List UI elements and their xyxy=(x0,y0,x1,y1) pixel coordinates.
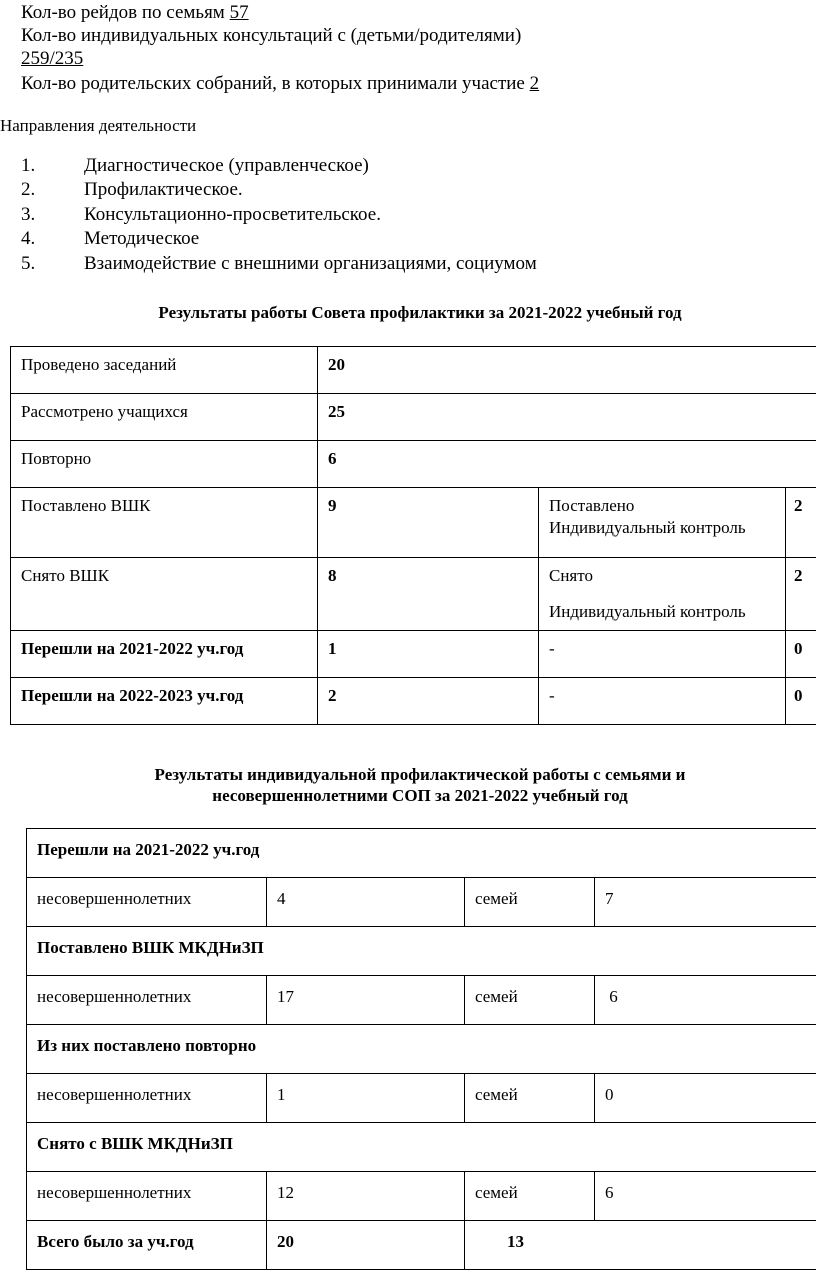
section-title: Перешли на 2021-2022 уч.год xyxy=(27,829,816,878)
table-row xyxy=(27,1221,816,1270)
list-item-number: 4. xyxy=(21,227,35,251)
total-label: Всего было за уч.год xyxy=(27,1221,267,1270)
list-item-text: Консультационно-просветительское. xyxy=(84,203,381,227)
total-minors: 20 xyxy=(267,1221,465,1270)
table-cell: 6 xyxy=(318,441,816,488)
table-cell: 9 xyxy=(318,488,539,558)
table-row xyxy=(11,394,816,441)
table-cell: семей xyxy=(465,878,595,927)
table-cell: несовершеннолетних xyxy=(27,1074,267,1123)
table-row xyxy=(11,631,816,678)
table-cell: Рассмотрено учащихся xyxy=(11,394,318,441)
table-cell: 12 xyxy=(267,1172,465,1221)
table-row xyxy=(11,347,816,394)
table-cell: Повторно xyxy=(11,441,318,488)
cell-line: Снято xyxy=(549,558,775,594)
table-cell: Перешли на 2022-2023 уч.год xyxy=(11,678,318,725)
table-cell: Проведено заседаний xyxy=(11,347,318,394)
cell-line: Поставлено xyxy=(549,495,775,517)
table-cell: 17 xyxy=(267,976,465,1025)
council-heading: Результаты работы Совета профилактики за 2021-2022 учебный год xyxy=(0,302,816,323)
table-row xyxy=(27,976,816,1025)
table-row xyxy=(11,488,816,558)
section-title: Снято с ВШК МКДНиЗП xyxy=(27,1123,816,1172)
list-item-text: Взаимодействие с внешними организациями, социумом xyxy=(84,252,537,276)
table-cell: Снято ВШК xyxy=(11,558,318,631)
table-row xyxy=(27,878,816,927)
council-table xyxy=(10,346,816,725)
meetings-stat xyxy=(21,73,539,95)
table-row xyxy=(27,1025,816,1074)
table-cell: 0 xyxy=(786,631,816,678)
table-cell: 1 xyxy=(267,1074,465,1123)
families-heading-line: несовершеннолетними СОП за 2021-2022 учебный год xyxy=(0,785,816,806)
list-item-number: 3. xyxy=(21,203,35,227)
table-cell: 2 xyxy=(786,488,816,558)
table-cell: 25 xyxy=(318,394,816,441)
cell-line: Индивидуальный контроль xyxy=(549,594,775,630)
table-cell: 4 xyxy=(267,878,465,927)
directions-title: Направления деятельности xyxy=(0,116,196,136)
meetings-value: 2 xyxy=(530,73,540,94)
table-row xyxy=(11,441,816,488)
table-row xyxy=(11,678,816,725)
table-cell: Перешли на 2021-2022 уч.год xyxy=(11,631,318,678)
meetings-label: Кол-во родительских собраний, в которых принимали участие xyxy=(21,73,530,94)
list-item-number: 2. xyxy=(21,178,35,202)
table-cell: 0 xyxy=(786,678,816,725)
table-cell: 2 xyxy=(318,678,539,725)
list-item-text: Профилактическое. xyxy=(84,178,243,202)
raids-label: Кол-во рейдов по семьям xyxy=(21,2,230,23)
table-cell: 8 xyxy=(318,558,539,631)
list-item-number: 1. xyxy=(21,154,35,178)
table-cell: Поставлено ВШК xyxy=(11,488,318,558)
table-cell: 20 xyxy=(318,347,816,394)
families-heading xyxy=(0,764,816,806)
list-item-text: Диагностическое (управленческое) xyxy=(84,154,369,178)
table-row xyxy=(27,1123,816,1172)
total-families: 13 xyxy=(465,1221,816,1270)
table-row xyxy=(27,927,816,976)
consultations-value: 259/235 xyxy=(21,48,83,69)
table-cell: семей xyxy=(465,1172,595,1221)
table-row xyxy=(11,558,816,631)
table-cell: семей xyxy=(465,976,595,1025)
table-cell xyxy=(539,488,786,558)
table-row xyxy=(27,1074,816,1123)
table-cell: 7 xyxy=(595,878,816,927)
table-cell: - xyxy=(539,678,786,725)
table-cell: несовершеннолетних xyxy=(27,976,267,1025)
section-title: Из них поставлено повторно xyxy=(27,1025,816,1074)
table-cell xyxy=(539,558,786,631)
consultations-label: Кол-во индивидуальных консультаций с (детьми/родителями) xyxy=(21,25,521,46)
table-cell: 6 xyxy=(595,976,816,1025)
raids-value: 57 xyxy=(230,2,249,23)
list-item-number: 5. xyxy=(21,252,35,276)
cell-line: Индивидуальный контроль xyxy=(549,517,775,539)
consultations-stat xyxy=(21,25,521,47)
families-heading-line: Результаты индивидуальной профилактической работы с семьями и xyxy=(0,764,816,785)
table-cell: 0 xyxy=(595,1074,816,1123)
table-cell: несовершеннолетних xyxy=(27,878,267,927)
table-row xyxy=(27,1172,816,1221)
families-table xyxy=(26,828,816,1270)
table-cell: - xyxy=(539,631,786,678)
table-cell: 1 xyxy=(318,631,539,678)
table-cell: семей xyxy=(465,1074,595,1123)
table-cell: 6 xyxy=(595,1172,816,1221)
raids-stat xyxy=(21,2,249,24)
section-title: Поставлено ВШК МКДНиЗП xyxy=(27,927,816,976)
consultations-value-line xyxy=(21,48,83,70)
table-cell: несовершеннолетних xyxy=(27,1172,267,1221)
table-row xyxy=(27,829,816,878)
table-cell: 2 xyxy=(786,558,816,631)
list-item-text: Методическое xyxy=(84,227,199,251)
